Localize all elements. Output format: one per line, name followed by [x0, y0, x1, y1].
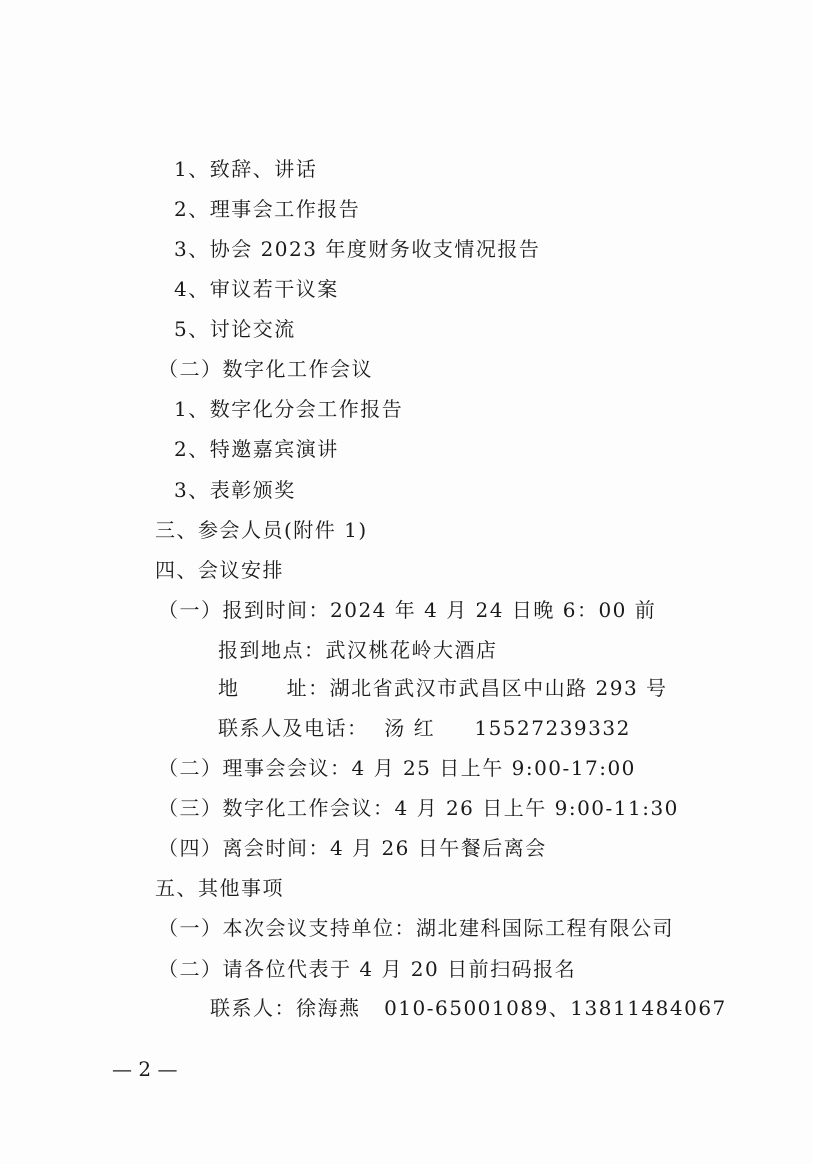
- agenda-item-council-report: 2、理事会工作报告: [174, 197, 361, 221]
- registration-contact: 联系人及电话： 汤 红 15527239332: [218, 716, 631, 740]
- supporting-organization: （一）本次会议支持单位：湖北建科国际工程有限公司: [158, 916, 674, 940]
- section-digital-meeting: （二）数字化工作会议: [158, 357, 373, 381]
- agenda-item-digital-report: 1、数字化分会工作报告: [174, 397, 404, 421]
- registration-deadline: （二）请各位代表于 4 月 20 日前扫码报名: [158, 957, 577, 981]
- section-attendees: 三、参会人员(附件 1): [155, 518, 368, 542]
- registration-location: 报到地点：武汉桃花岭大酒店: [218, 638, 498, 662]
- agenda-item-speech: 1、致辞、讲话: [174, 157, 318, 181]
- agenda-item-motions: 4、审议若干议案: [174, 277, 339, 301]
- section-arrangements: 四、会议安排: [155, 558, 284, 582]
- departure-time: （四）离会时间：4 月 26 日午餐后离会: [158, 836, 547, 860]
- agenda-item-finance-report: 3、协会 2023 年度财务收支情况报告: [174, 237, 541, 261]
- registration-address: 地 址：湖北省武汉市武昌区中山路 293 号: [218, 676, 668, 700]
- agenda-item-guest-speech: 2、特邀嘉宾演讲: [174, 437, 339, 461]
- registration-time: （一）报到时间：2024 年 4 月 24 日晚 6：00 前: [158, 598, 657, 622]
- section-other-matters: 五、其他事项: [155, 876, 284, 900]
- agenda-item-awards: 3、表彰颁奖: [174, 478, 296, 502]
- council-meeting-time: （二）理事会会议：4 月 25 日上午 9:00-17:00: [158, 756, 636, 780]
- agenda-item-discussion: 5、讨论交流: [174, 317, 296, 341]
- contact-person: 联系人：徐海燕 010-65001089、13811484067: [210, 996, 727, 1020]
- digital-meeting-time: （三）数字化工作会议：4 月 26 日上午 9:00-11:30: [158, 796, 679, 820]
- page-number: — 2 —: [112, 1057, 178, 1081]
